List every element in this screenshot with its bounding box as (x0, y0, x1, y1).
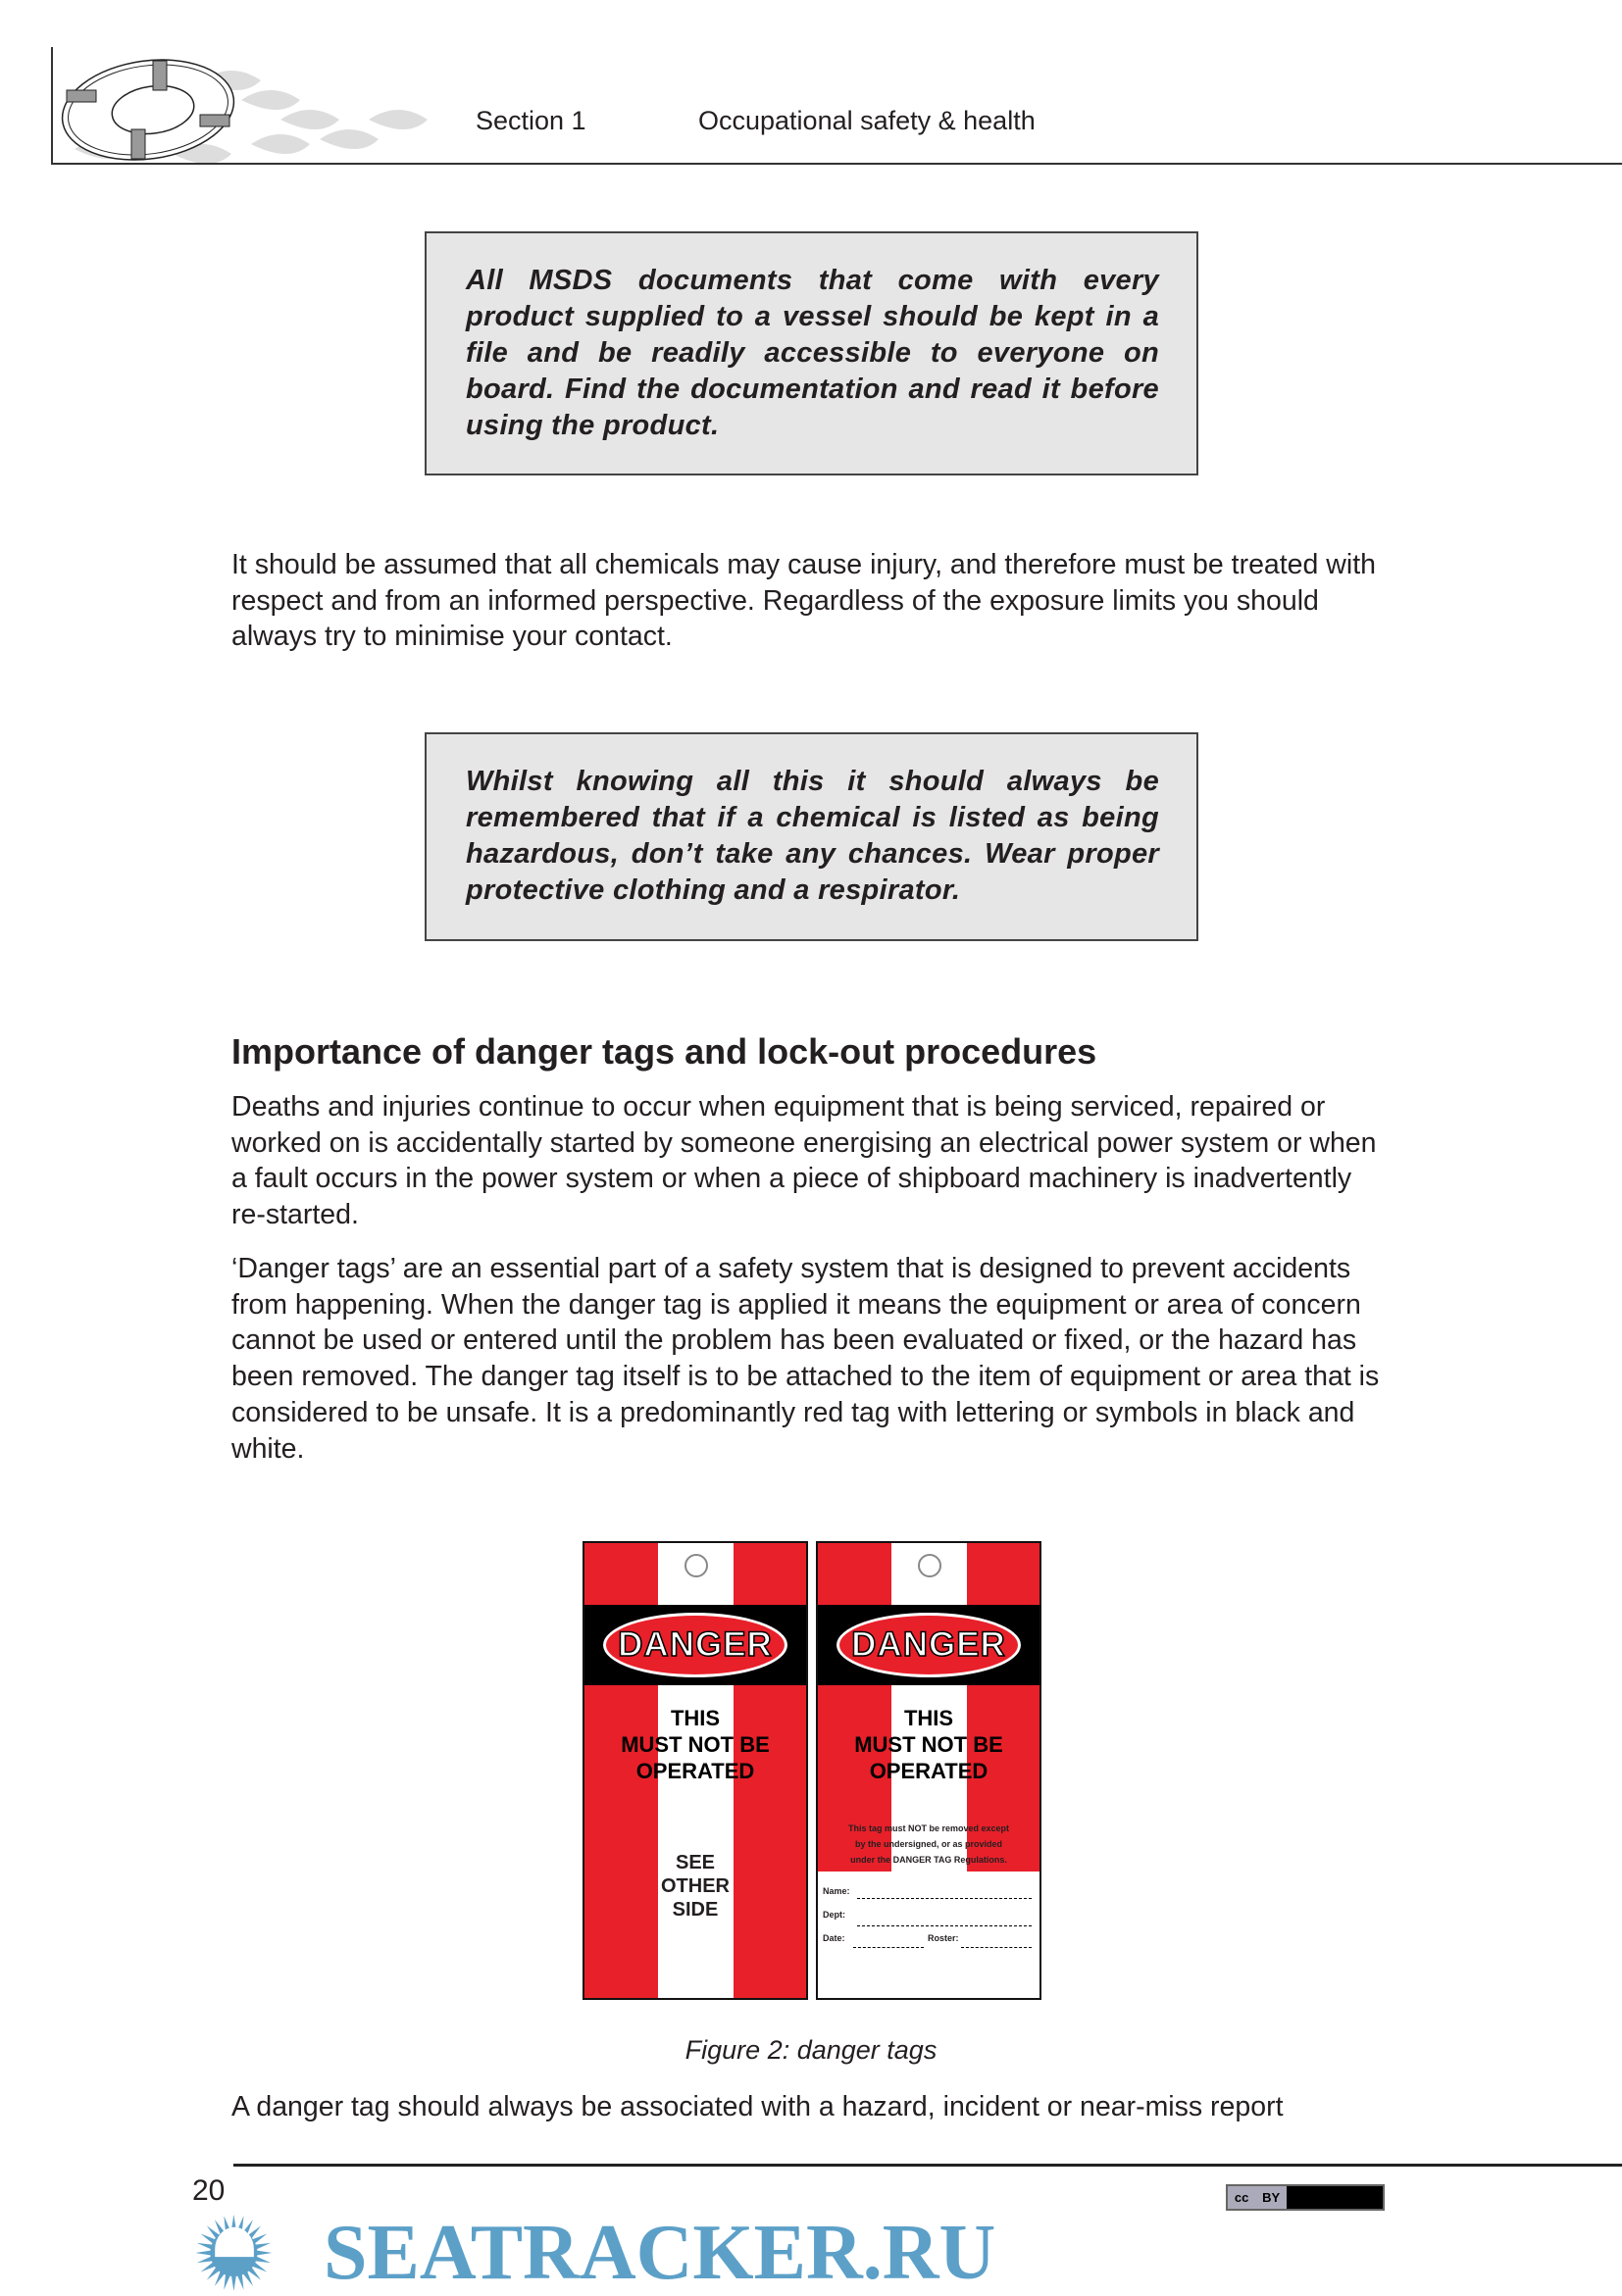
footer-rule (233, 2164, 1622, 2167)
tag-see: OTHER (661, 1875, 730, 1897)
date-label: Date: (823, 1933, 845, 1943)
tag-line: OPERATED (869, 1759, 988, 1783)
section-heading: Importance of danger tags and lock-out procedures (231, 1031, 1097, 1072)
tags-paragraph: ‘Danger tags’ are an essential part of a safety system that is designed to prevent accidents from happening. When the danger tag is applied it means the equipment or area of concern cannot be used or entered until the problem has been evaluated or fixed, or the hazard has been removed. The danger tag itself is to be attached to the item of equipment or area that is considered to be unsafe. It is a predominantly red tag with lettering or symbols in black and white. (231, 1253, 1380, 1465)
roster-label: Roster: (928, 1933, 959, 1943)
name-label: Name: (823, 1886, 850, 1896)
msds-note-box: All MSDS documents that come with every product supplied to a vessel should be kept in a file and be readily accessible to everyone on board. Find the documentation and read it before using the product. (425, 231, 1198, 475)
lifebuoy-logo-icon (55, 51, 457, 163)
tag-see: SIDE (672, 1899, 719, 1921)
tag-hole-icon (684, 1554, 708, 1577)
hazard-note-box: Whilst knowing all this it should always be remembered that if a chemical is listed as being hazardous, don’t take any chances. Wear proper protective clothing and a respirator. (425, 732, 1198, 941)
tag-line: THIS (903, 1706, 954, 1730)
tag-line: MUST NOT BE (854, 1732, 1003, 1757)
dept-line (857, 1925, 1032, 1926)
figure-caption: Figure 2: danger tags (684, 2035, 938, 2065)
chemicals-paragraph: It should be assumed that all chemicals may cause injury, and therefore must be treated with respect and from an informed perspective. Regardless of the exposure limits you should always try to minimise your contact. (231, 549, 1376, 653)
deaths-paragraph: Deaths and injuries continue to occur when equipment that is being serviced, repaired or worked on is accidentally started by someone energising an electrical power system or when a fault occurs in the power system or when a piece of shipboard machinery is inadvertently re-started. (231, 1091, 1377, 1231)
sunburst-watermark-icon (196, 2214, 275, 2292)
tag-small-text: This tag must NOT be removed except (847, 1823, 1010, 1833)
header-title: Occupational safety & health (698, 106, 1036, 135)
header-rule-vertical (51, 47, 53, 165)
danger-tag-back (816, 1541, 1041, 2000)
by-label: BY (1262, 2190, 1281, 2205)
page-number: 20 (192, 2174, 226, 2207)
roster-line (961, 1947, 1032, 1948)
tag-line: THIS (670, 1706, 721, 1730)
header-rule (51, 163, 1622, 165)
watermark-text: SEATRACKER.RU (324, 2210, 996, 2296)
header-section: Section 1 (476, 106, 586, 135)
tag-small-text: under the DANGER TAG Regulations. (850, 1855, 1007, 1865)
tag-line: MUST NOT BE (621, 1732, 770, 1757)
tag-hole-icon (918, 1554, 941, 1577)
cc-icon: cc (1234, 2190, 1249, 2205)
date-line (853, 1947, 924, 1948)
tag-form (818, 1872, 1039, 2000)
cc-by-license-badge[interactable] (1226, 2184, 1385, 2211)
tag-see: SEE (675, 1852, 716, 1873)
tag-small-text: by the undersigned, or as provided (854, 1839, 1003, 1849)
last-paragraph: A danger tag should always be associated with a hazard, incident or near-miss report (231, 2091, 1284, 2122)
danger-label: DANGER (618, 1625, 773, 1664)
danger-tag-front (583, 1541, 808, 2000)
name-line (857, 1898, 1032, 1899)
danger-label: DANGER (851, 1625, 1006, 1664)
dept-label: Dept: (823, 1910, 845, 1920)
tag-line: OPERATED (635, 1759, 755, 1783)
